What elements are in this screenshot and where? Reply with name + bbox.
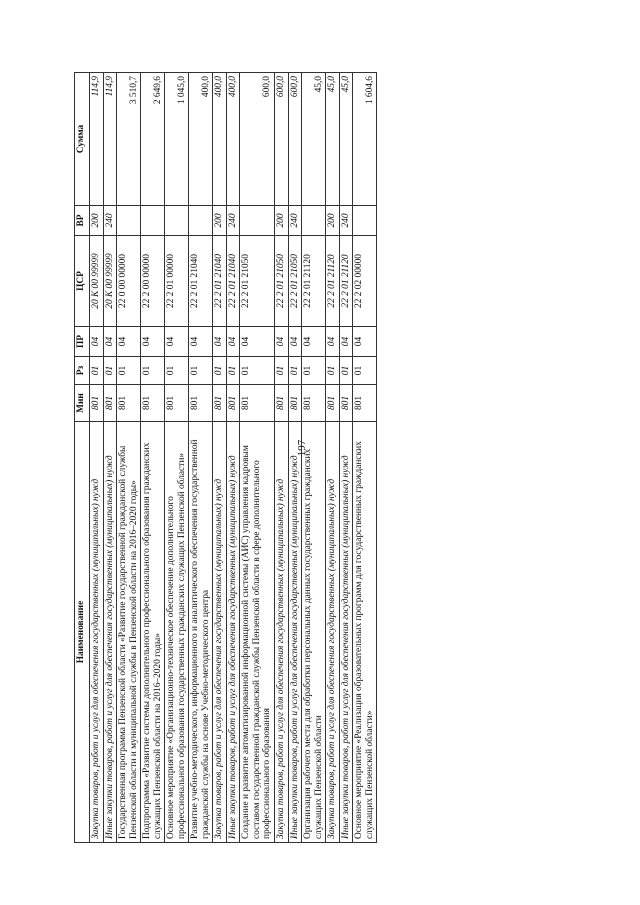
row-vr [302,206,326,236]
table-row [339,73,353,843]
row-sum: 600,0 [240,73,275,206]
row-csr: 22 2 01 21040 [226,236,240,327]
table-row [90,73,104,843]
row-vr: 240 [339,206,353,236]
row-name: Основное мероприятие «Организационно-техническое обеспечение дополнительного профессионального образования государственных гражданских служащих Пензенской области» [165,422,189,843]
row-rz: 01 [117,357,141,385]
row-sum: 114,9 [103,73,117,206]
row-sum: 400,0 [189,73,213,206]
table-row [103,73,117,843]
row-name: Основное мероприятие «Реализация образовательных программ для государственных гражданских служащих Пензенской области» [353,422,377,843]
row-rz: 01 [226,357,240,385]
row-rz: 01 [288,357,302,385]
rotated-table-container [74,73,563,843]
row-sum: 1 604,6 [353,73,377,206]
row-min: 801 [165,385,189,422]
header-name: Наименование [75,422,90,843]
row-vr: 240 [226,206,240,236]
row-rz: 01 [165,357,189,385]
header-min: Мин [75,385,90,422]
row-csr: 22 0 00 00000 [117,236,141,327]
table-row [302,73,326,843]
table-header-row [75,73,90,843]
row-pr: 04 [226,327,240,357]
row-min: 801 [240,385,275,422]
row-rz: 01 [274,357,288,385]
table-row [189,73,213,843]
row-pr: 04 [302,327,326,357]
row-csr: 22 2 01 21050 [274,236,288,327]
row-min: 801 [288,385,302,422]
row-sum: 3 510,7 [117,73,141,206]
header-csr: ЦСР [75,236,90,327]
row-sum: 400,0 [226,73,240,206]
table-row [226,73,240,843]
row-name: Иные закупки товаров, работ и услуг для обеспечения государственных (муниципальных) нужд [339,422,353,843]
row-sum: 45,0 [339,73,353,206]
row-pr: 04 [339,327,353,357]
row-pr: 04 [326,327,340,357]
row-vr: 200 [90,206,104,236]
row-pr: 04 [240,327,275,357]
row-sum: 600,0 [274,73,288,206]
header-pr: ПР [75,327,90,357]
row-pr: 04 [274,327,288,357]
table-row [288,73,302,843]
row-vr: 200 [326,206,340,236]
row-csr: 22 2 01 21120 [302,236,326,327]
row-pr: 04 [103,327,117,357]
row-rz: 01 [103,357,117,385]
row-vr: 240 [103,206,117,236]
row-min: 801 [302,385,326,422]
row-pr: 04 [213,327,227,357]
row-min: 801 [189,385,213,422]
row-sum: 400,0 [213,73,227,206]
row-rz: 01 [302,357,326,385]
row-csr: 22 2 01 21040 [189,236,213,327]
row-vr: 240 [288,206,302,236]
row-min: 801 [213,385,227,422]
row-vr: 200 [213,206,227,236]
row-csr: 22 2 00 00000 [141,236,165,327]
row-name: Иные закупки товаров, работ и услуг для обеспечения государственных (муниципальных) нужд [226,422,240,843]
table-row [274,73,288,843]
row-csr: 22 2 01 21120 [326,236,340,327]
row-min: 801 [326,385,340,422]
row-vr [165,206,189,236]
row-vr [189,206,213,236]
row-sum: 600,0 [288,73,302,206]
row-rz: 01 [189,357,213,385]
table-row [213,73,227,843]
row-min: 801 [339,385,353,422]
row-name: Создание и развитие автоматизированной информационной системы (АИС) управления кадровым составом государственной гражданской службы Пензенской области в сфере дополнительного профессионального образования [240,422,275,843]
row-min: 801 [103,385,117,422]
table-row [165,73,189,843]
row-pr: 04 [117,327,141,357]
row-csr: 22 2 02 00000 [353,236,377,327]
table-row [240,73,275,843]
row-rz: 01 [326,357,340,385]
row-min: 801 [226,385,240,422]
row-rz: 01 [90,357,104,385]
row-name: Иные закупки товаров, работ и услуг для обеспечения государственных (муниципальных) нужд [288,422,302,843]
row-min: 801 [353,385,377,422]
row-sum: 114,9 [90,73,104,206]
row-rz: 01 [213,357,227,385]
header-rz: Рз [75,357,90,385]
row-vr [117,206,141,236]
row-name: Закупка товаров, работ и услуг для обеспечения государственных (муниципальных) нужд [326,422,340,843]
row-csr: 22 2 01 00000 [165,236,189,327]
table-body [90,73,377,843]
row-pr: 04 [353,327,377,357]
row-csr: 22 2 01 21050 [288,236,302,327]
row-name: Развитие учебно-методического, информационного и аналитического обеспечения государственной гражданской службы на основе Учебно-методического центра [189,422,213,843]
row-csr: 20 К 00 99999 [103,236,117,327]
row-pr: 04 [189,327,213,357]
row-name: Организация рабочего места для обработки персональных данных государственных гражданских служащих Пензенской области [302,422,326,843]
row-name: Закупка товаров, работ и услуг для обеспечения государственных (муниципальных) нужд [213,422,227,843]
row-pr: 04 [141,327,165,357]
row-min: 801 [90,385,104,422]
budget-table [74,72,377,843]
row-name: Государственная программа Пензенской области «Развитие государственной гражданской службы Пензенской области и муниципальной службы в Пензенской области на 2016–2020 годы» [117,422,141,843]
row-csr: 22 2 01 21040 [213,236,227,327]
row-vr [141,206,165,236]
row-sum: 45,0 [326,73,340,206]
table-row [326,73,340,843]
row-csr: 22 2 01 21050 [240,236,275,327]
row-vr [353,206,377,236]
table-row [117,73,141,843]
row-pr: 04 [288,327,302,357]
row-pr: 04 [90,327,104,357]
row-name: Закупка товаров, работ и услуг для обеспечения государственных (муниципальных) нужд [274,422,288,843]
row-name: Иные закупки товаров, работ и услуг для обеспечения государственных (муниципальных) нужд [103,422,117,843]
row-sum: 2 649,6 [141,73,165,206]
header-sum: Сумма [75,73,90,206]
table-row [353,73,377,843]
row-name: Закупка товаров, работ и услуг для обеспечения государственных (муниципальных) нужд [90,422,104,843]
row-sum: 45,0 [302,73,326,206]
row-rz: 01 [353,357,377,385]
row-min: 801 [274,385,288,422]
row-rz: 01 [141,357,165,385]
table-row [141,73,165,843]
row-pr: 04 [165,327,189,357]
header-vr: ВР [75,206,90,236]
row-vr [240,206,275,236]
row-sum: 1 045,0 [165,73,189,206]
row-rz: 01 [240,357,275,385]
row-min: 801 [117,385,141,422]
row-rz: 01 [339,357,353,385]
row-name: Подпрограмма «Развитие системы дополнительного профессионального образования гражданских служащих Пензенской области на 2016–2020 годы» [141,422,165,843]
row-vr: 200 [274,206,288,236]
row-csr: 20 К 00 99999 [90,236,104,327]
row-csr: 22 2 01 21120 [339,236,353,327]
row-min: 801 [141,385,165,422]
page-number: 197 [296,439,308,457]
